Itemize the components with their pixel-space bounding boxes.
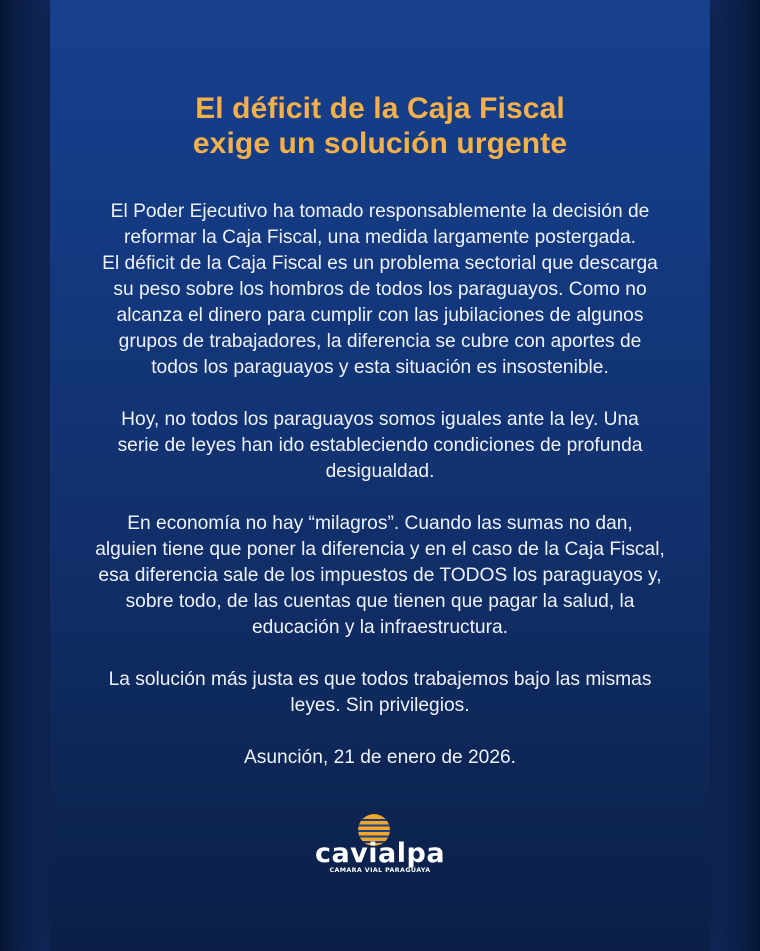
text-line: La solución más justa es que todos trabajemos bajo las mismas [108, 669, 652, 690]
text-line: educación y la infraestructura. [252, 617, 508, 638]
paragraph-1 [80, 199, 680, 381]
paragraph-gap [80, 381, 680, 407]
paragraph-4 [80, 667, 680, 719]
title-line-2: exige un solución urgente [192, 127, 568, 160]
text-line: su peso sobre los hombros de todos los paraguayos. Como no [113, 279, 647, 300]
statement-panel [50, 0, 710, 951]
text-line: reformar la Caja Fiscal, una medida largamente postergada. [124, 227, 636, 248]
cavialpa-logo [297, 813, 463, 873]
paragraph-gap [80, 641, 680, 667]
text-line: leyes. Sin privilegios. [290, 695, 470, 716]
text-line: esa diferencia sale de los impuestos de TODOS los paraguayos y, [98, 565, 662, 586]
text-line: grupos de trabajadores, la diferencia se cubre con aportes de [118, 331, 642, 352]
paragraph-gap [80, 485, 680, 511]
text-line: todos los paraguayos y esta situación es insostenible. [151, 357, 609, 378]
paragraph-gap [80, 719, 680, 745]
paragraph-2 [80, 407, 680, 485]
logo-tagline: CAMARA VIAL PARAGUAYA [329, 867, 431, 874]
statement-title [50, 91, 710, 161]
text-line: Hoy, no todos los paraguayos somos iguales ante la ley. Una [121, 409, 639, 430]
text-line: alguien tiene que poner la diferencia y en el caso de la Caja Fiscal, [95, 539, 665, 560]
paragraph-3 [80, 511, 680, 641]
logo-wordmark: cavialpa [314, 838, 446, 869]
text-line: desigualdad. [325, 461, 435, 482]
text-line: Asunción, 21 de enero de 2026. [243, 747, 517, 768]
text-line: En economía no hay “milagros”. Cuando las sumas no dan, [127, 513, 633, 534]
text-line: alcanza el dinero para cumplir con las jubilaciones de algunos [116, 305, 644, 326]
date-line [80, 745, 680, 771]
statement-body [80, 199, 680, 771]
text-line: El Poder Ejecutivo ha tomado responsablemente la decisión de [110, 201, 650, 222]
text-line: serie de leyes han ido estableciendo condiciones de profunda [117, 435, 643, 456]
text-line: El déficit de la Caja Fiscal es un problema sectorial que descarga [102, 253, 658, 274]
text-line: sobre todo, de las cuentas que tienen que pagar la salud, la [125, 591, 635, 612]
title-line-1: El déficit de la Caja Fiscal [195, 92, 565, 125]
